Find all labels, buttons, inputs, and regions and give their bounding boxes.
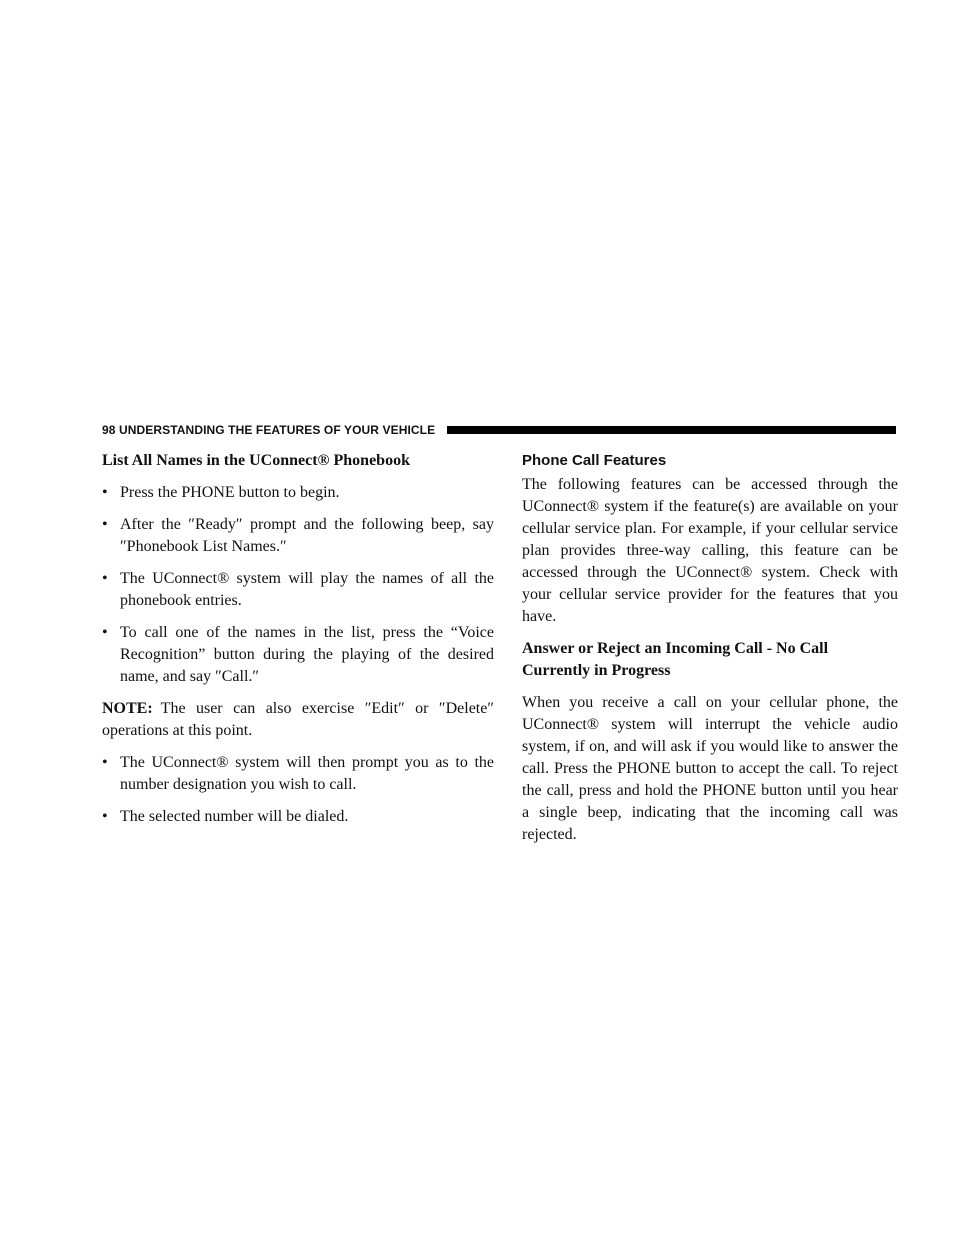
list-item <box>102 482 494 504</box>
bullet-icon: • <box>102 570 108 587</box>
list-item <box>102 622 494 688</box>
bullet-icon: • <box>102 484 108 501</box>
left-column <box>102 450 494 838</box>
list-item-text: The UConnect® system will then prompt you as to the number designation you wish to call. <box>120 754 494 793</box>
list-item-text: The selected number will be dialed. <box>120 808 349 825</box>
section-heading-phone-call-features: Phone Call Features <box>522 452 667 469</box>
note-label: NOTE: <box>102 700 153 717</box>
list-item-text: To call one of the names in the list, press the “Voice Recognition” button during the playing of the desired name, and say ″Call.″ <box>120 624 494 685</box>
bullet-icon: • <box>102 808 108 825</box>
bullet-icon: • <box>102 624 108 641</box>
list-item-text: Press the PHONE button to begin. <box>120 484 340 501</box>
list-item <box>102 568 494 612</box>
page-number-section-title: 98 UNDERSTANDING THE FEATURES OF YOUR VEHICLE <box>102 423 436 437</box>
section-heading-list-names: List All Names in the UConnect® Phonebook <box>102 452 410 469</box>
note-block <box>102 698 494 742</box>
paragraph-answer-reject: When you receive a call on your cellular phone, the UConnect® system will interrupt the vehicle audio system, if on, and will ask if you would like to answer the call. Press the PHONE button to accept the call. To reject the call, press and hold the PHONE button until you hear a single beep, indicating that the incoming call was rejected. <box>522 694 898 843</box>
paragraph-features: The following features can be accessed through the UConnect® system if the feature(s) are available on your cellular service plan. For example, if your cellular service plan provides three-way calling, this feature can be accessed through the UConnect® system. Check with your cellular service provider for the features that you have. <box>522 476 898 625</box>
bullet-icon: • <box>102 754 108 771</box>
list-item <box>102 806 494 828</box>
note-text: The user can also exercise ″Edit″ or ″Delete″ operations at this point. <box>102 700 494 739</box>
list-item-text: The UConnect® system will play the names of all the phonebook entries. <box>120 570 494 609</box>
list-item-text: After the ″Ready″ prompt and the following beep, say ″Phonebook List Names.″ <box>120 516 494 555</box>
subheading-answer-reject: Answer or Reject an Incoming Call - No Call Currently in Progress <box>522 640 829 679</box>
list-item <box>102 514 494 558</box>
bullet-icon: • <box>102 516 108 533</box>
header-rule <box>447 426 896 434</box>
list-item <box>102 752 494 796</box>
right-column <box>522 450 898 856</box>
page-header <box>102 420 896 440</box>
